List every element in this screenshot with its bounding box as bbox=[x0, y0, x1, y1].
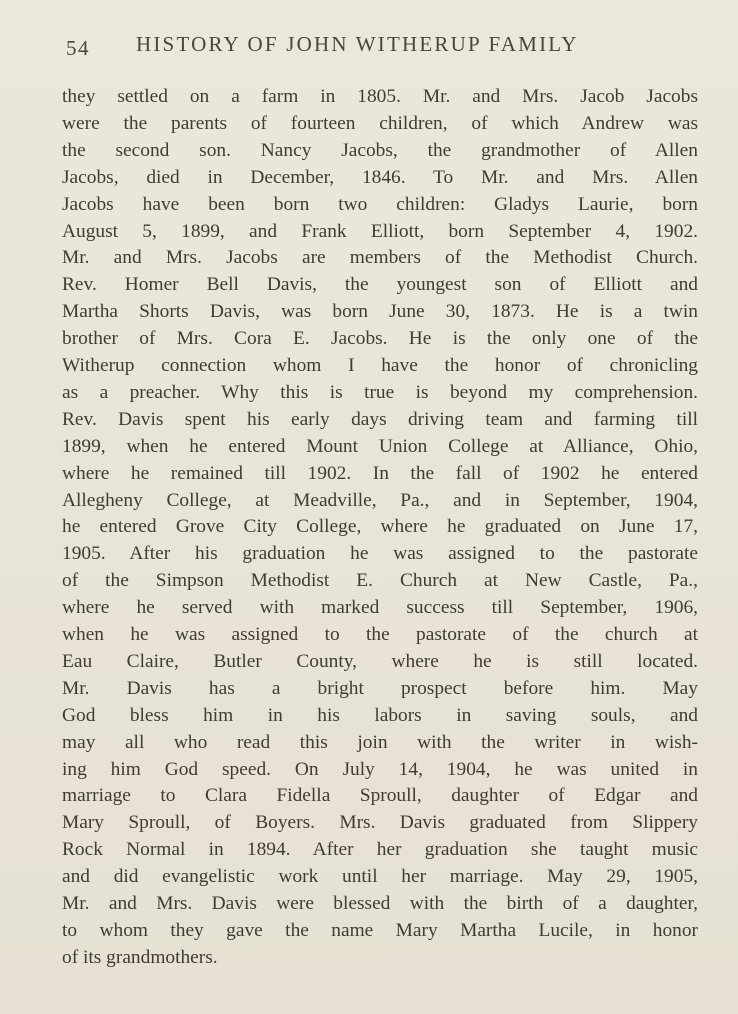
text-line: Mary Sproull, of Boyers. Mrs. Davis graduated from Slippery bbox=[62, 812, 698, 834]
text-line: Jacobs have been born two children: Gladys Laurie, born bbox=[62, 193, 698, 215]
text-line: Witherup connection whom I have the honor of chronicling bbox=[62, 355, 698, 376]
text-line: 1899, when he entered Mount Union College at Alliance, Ohio, bbox=[62, 435, 698, 457]
body-text bbox=[62, 86, 698, 996]
running-header bbox=[66, 30, 686, 66]
page-title: HISTORY OF JOHN WITHERUP FAMILY bbox=[136, 32, 579, 56]
text-line: 1905. After his graduation he was assigned to the pastorate bbox=[62, 543, 698, 565]
text-line: and did evangelistic work until her marriage. May 29, 1905, bbox=[62, 866, 698, 888]
text-line: Eau Claire, Butler County, where he is still located. bbox=[62, 650, 698, 672]
text-line: brother of Mrs. Cora E. Jacobs. He is the only one of the bbox=[62, 328, 698, 350]
text-line: marriage to Clara Fidella Sproull, daughter of Edgar and bbox=[62, 785, 698, 807]
text-line: Rev. Davis spent his early days driving team and farming till bbox=[62, 408, 698, 430]
text-line: they settled on a farm in 1805. Mr. and Mrs. Jacob Jacobs bbox=[62, 86, 698, 107]
text-line: Rock Normal in 1894. After her graduation she taught music bbox=[62, 839, 698, 861]
text-line: God bless him in his labors in saving souls, and bbox=[62, 704, 698, 726]
text-line: August 5, 1899, and Frank Elliott, born September 4, 1902. bbox=[62, 220, 698, 242]
text-line: he entered Grove City College, where he graduated on June 17, bbox=[62, 516, 698, 538]
text-line: Martha Shorts Davis, was born June 30, 1873. He is a twin bbox=[62, 301, 698, 323]
text-line: Mr. Davis has a bright prospect before him. May bbox=[62, 677, 698, 699]
text-line: may all who read this join with the writer in wish- bbox=[62, 731, 698, 753]
text-line: when he was assigned to the pastorate of the church at bbox=[62, 624, 698, 645]
text-line: to whom they gave the name Mary Martha Lucile, in honor bbox=[62, 919, 698, 941]
text-line: Jacobs, died in December, 1846. To Mr. and Mrs. Allen bbox=[62, 166, 698, 188]
text-line: Mr. and Mrs. Jacobs are members of the Methodist Church. bbox=[62, 247, 698, 269]
text-line: of its grandmothers. bbox=[62, 946, 218, 968]
text-line: Mr. and Mrs. Davis were blessed with the birth of a daughter, bbox=[62, 893, 698, 914]
text-line: ing him God speed. On July 14, 1904, he was united in bbox=[62, 758, 698, 780]
text-line: were the parents of fourteen children, of which Andrew was bbox=[62, 112, 698, 134]
text-line: where he remained till 1902. In the fall of 1902 he entered bbox=[62, 462, 698, 484]
text-line: Rev. Homer Bell Davis, the youngest son of Elliott and bbox=[62, 274, 698, 296]
page-number: 54 bbox=[66, 36, 90, 60]
text-line: where he served with marked success till September, 1906, bbox=[62, 597, 698, 619]
text-line: the second son. Nancy Jacobs, the grandmother of Allen bbox=[62, 139, 698, 161]
text-line: Allegheny College, at Meadville, Pa., and in September, 1904, bbox=[62, 489, 698, 511]
text-line: as a preacher. Why this is true is beyond my comprehension. bbox=[62, 381, 698, 403]
text-line: of the Simpson Methodist E. Church at New Castle, Pa., bbox=[62, 570, 698, 592]
